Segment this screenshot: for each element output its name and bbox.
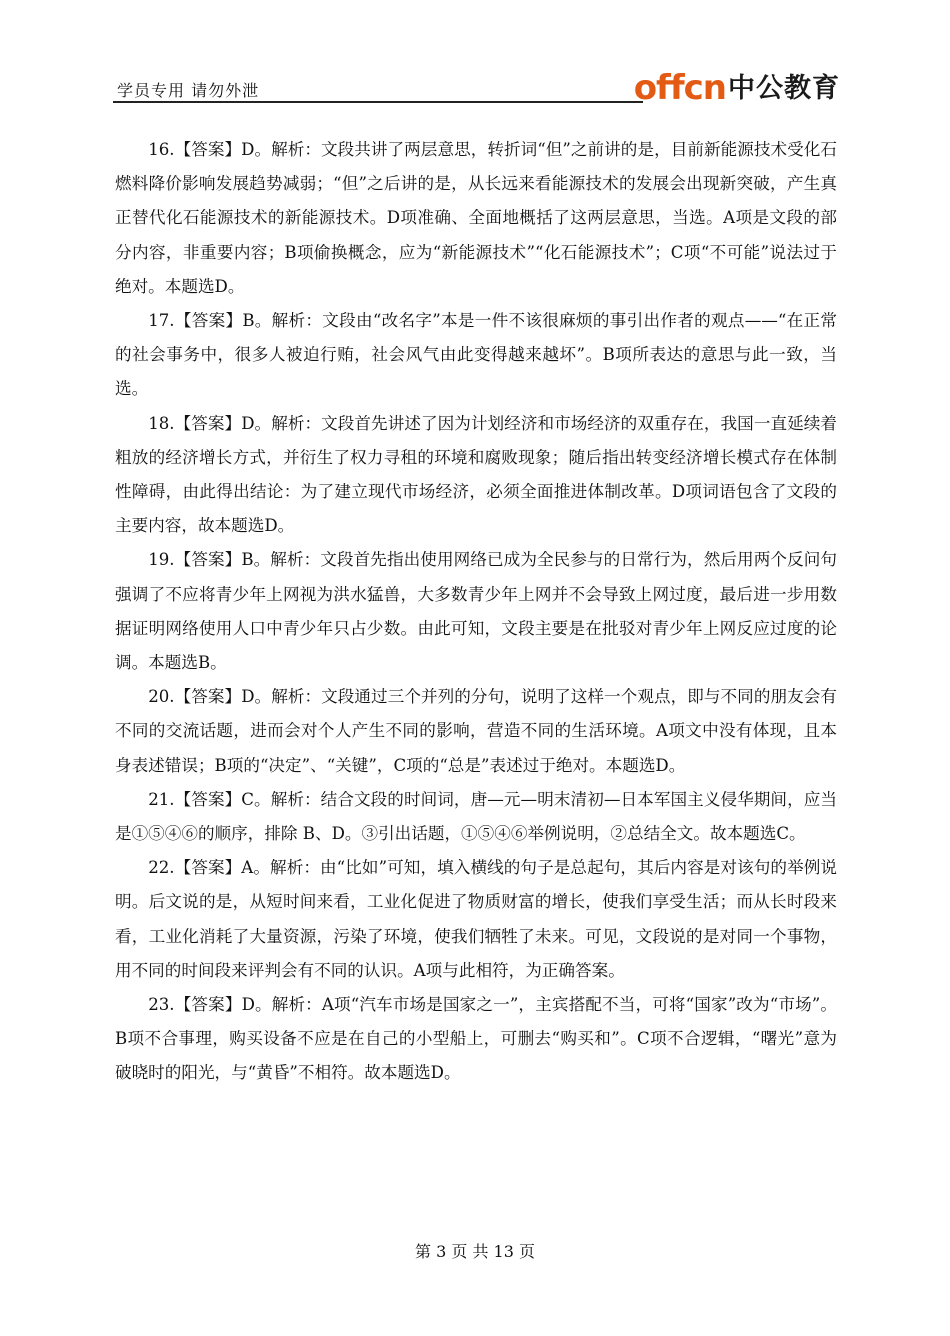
page-number: 第 3 页 共 13 页 <box>415 1242 535 1261</box>
header-confidential-tag: 学员专用 请勿外泄 <box>117 81 260 100</box>
page-header <box>113 64 840 108</box>
header-rule <box>113 101 643 103</box>
answer-23: 23.【答案】D。解析：A项“汽车市场是国家之一”，主宾搭配不当，可将“国家”改为“市场”。B项不合事理，购买设备不应是在自己的小型船上，可删去“购买和”。C项不合逻辑，“曙光”意为破晓时的阳光，与“黄昏”不相符。故本题选D。 <box>115 995 837 1083</box>
answer-explanations <box>115 133 837 1091</box>
answer-21: 21.【答案】C。解析：结合文段的时间词，唐—元—明末清初—日本军国主义侵华期间，应当是①⑤④⑥的顺序，排除 B、D。③引出话题，①⑤④⑥举例说明，②总结全文。故本题选C。 <box>115 789 837 844</box>
answer-22: 22.【答案】A。解析：由“比如”可知，填入横线的句子是总起句，其后内容是对该句的举例说明。后文说的是，从短时间来看，工业化促进了物质财富的增长，使我们享受生活；而从长时段来看，工业化消耗了大量资源，污染了环境，使我们牺牲了未来。可见，文段说的是对同一个事物，用不同的时间段来评判会有不同的认识。A项与此相符，为正确答案。 <box>115 858 837 980</box>
answer-17: 17.【答案】B。解析：文段由“改名字”本是一件不该很麻烦的事引出作者的观点——“在正常的社会事务中，很多人被迫行贿，社会风气由此变得越来越坏”。B项所表达的意思与此一致，当选。 <box>115 311 837 399</box>
answer-20: 20.【答案】D。解析：文段通过三个并列的分句，说明了这样一个观点，即与不同的朋友会有不同的交流话题，进而会对个人产生不同的影响，营造不同的生活环境。A项文中没有体现，且本身表述错误；B项的“决定”、“关键”，C项的“总是”表述过于绝对。本题选D。 <box>115 687 837 775</box>
answer-16: 16.【答案】D。解析：文段共讲了两层意思，转折词“但”之前讲的是，目前新能源技术受化石燃料降价影响发展趋势减弱；“但”之后讲的是，从长远来看能源技术的发展会出现新突破，产生真正替代化石能源技术的新能源技术。D项准确、全面地概括了这两层意思，当选。A项是文段的部分内容，非重要内容；B项偷换概念，应为“新能源技术”“化石能源技术”；C项“不可能”说法过于绝对。本题选D。 <box>115 140 837 296</box>
offcn-logo <box>634 64 840 108</box>
answer-18: 18.【答案】D。解析：文段首先讲述了因为计划经济和市场经济的双重存在，我国一直延续着粗放的经济增长方式，并衍生了权力寻租的环境和腐败现象；随后指出转变经济增长模式存在体制性障碍，由此得出结论：为了建立现代市场经济，必须全面推进体制改革。D项词语包含了文段的主要内容，故本题选D。 <box>115 413 837 536</box>
logo-english: offcn <box>633 68 726 108</box>
logo-chinese: 中公教育 <box>728 73 840 104</box>
answer-19: 19.【答案】B。解析：文段首先指出使用网络已成为全民参与的日常行为，然后用两个反问句强调了不应将青少年上网视为洪水猛兽，大多数青少年上网并不会导致上网过度，最后进一步用数据证明网络使用人口中青少年只占少数。由此可知，文段主要是在批驳对青少年上网反应过度的论调。本题选B。 <box>115 550 837 673</box>
